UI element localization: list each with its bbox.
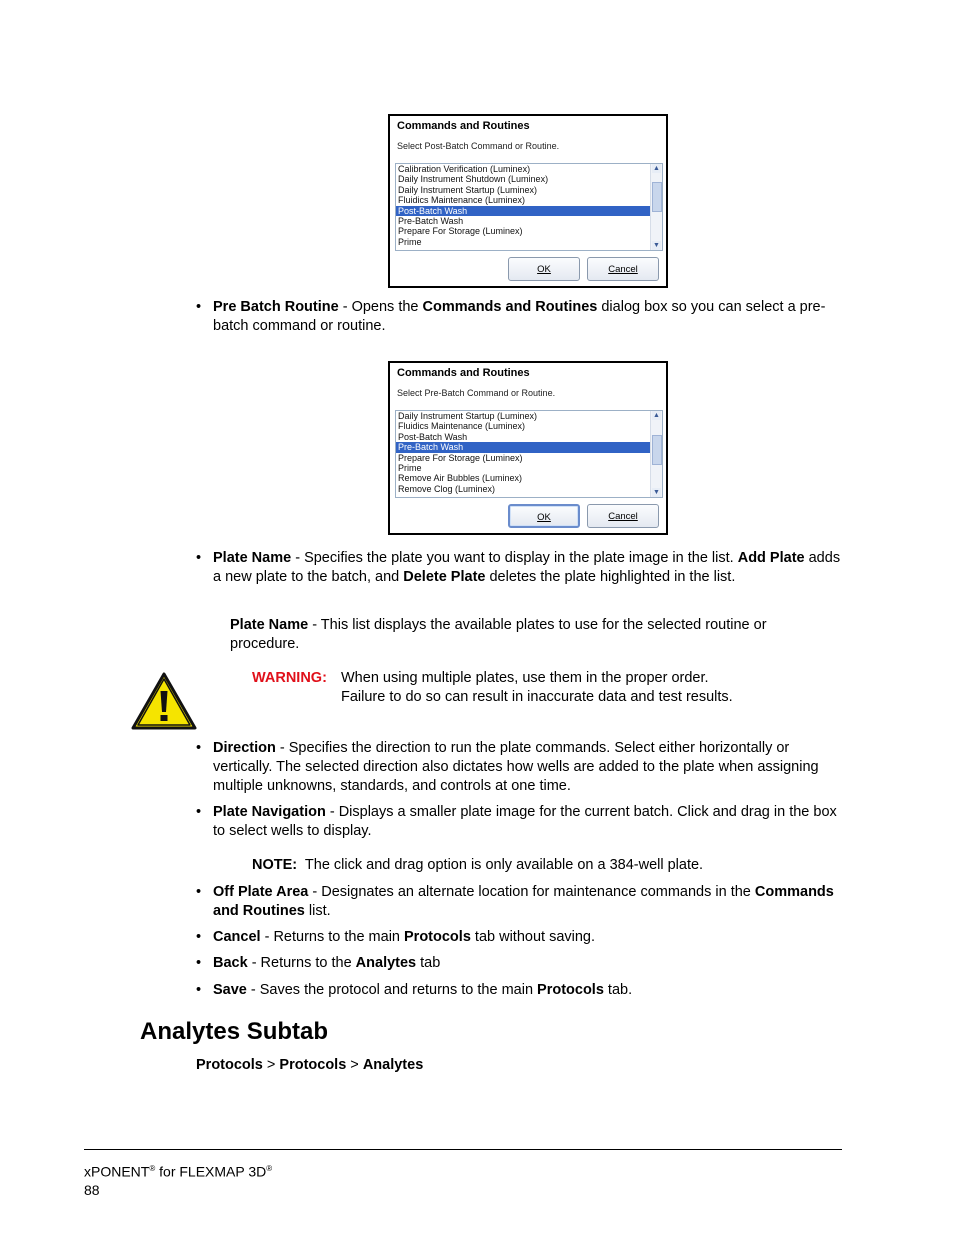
warning-text: Failure to do so can result in inaccurate data and test results. bbox=[341, 689, 733, 705]
text: - This list displays the available plates to use for the selected routine or procedure. bbox=[230, 617, 767, 652]
term: Analytes bbox=[355, 955, 417, 971]
term: Plate Navigation bbox=[213, 804, 326, 820]
list-item[interactable]: Post-Batch Wash bbox=[396, 206, 652, 216]
text: - Opens the bbox=[338, 299, 423, 315]
text: tab bbox=[416, 955, 441, 971]
breadcrumb-separator: > bbox=[346, 1057, 363, 1073]
list-item[interactable]: Remove Clog (Luminex) bbox=[398, 483, 496, 494]
list-item[interactable]: Post-Batch Wash bbox=[398, 431, 468, 442]
list-item[interactable]: Calibration Verification (Luminex) bbox=[398, 164, 531, 174]
text: dialog box so you can select a pre-batch command or routine. bbox=[213, 299, 826, 334]
term: Plate Name bbox=[213, 550, 292, 566]
scroll-thumb[interactable] bbox=[652, 435, 662, 465]
text: - Specifies the plate you want to display in the plate image in the list. bbox=[291, 550, 738, 566]
routine-list-items bbox=[396, 411, 662, 494]
text: - Saves the protocol and returns to the main bbox=[246, 982, 538, 998]
note-text: The click and drag option is only available on a 384-well plate. bbox=[304, 857, 704, 873]
cancel-button[interactable] bbox=[587, 504, 659, 528]
list-item[interactable]: Pre-Batch Wash bbox=[396, 442, 652, 452]
dialog-pre-batch bbox=[388, 361, 668, 535]
warning-text: When using multiple plates, use them in the proper order. bbox=[341, 670, 709, 686]
text: list. bbox=[304, 903, 331, 919]
term: Add Plate bbox=[737, 550, 805, 566]
page-number: 88 bbox=[84, 1181, 100, 1198]
scroll-thumb[interactable] bbox=[652, 182, 662, 212]
breadcrumb-item: Analytes bbox=[362, 1057, 424, 1073]
scroll-down-icon[interactable]: ▼ bbox=[653, 489, 660, 496]
scroll-down-icon[interactable]: ▼ bbox=[653, 242, 660, 249]
cancel-button[interactable] bbox=[587, 257, 659, 281]
breadcrumb-item: Protocols bbox=[196, 1057, 263, 1073]
list-item[interactable]: Prepare For Storage (Luminex) bbox=[398, 226, 523, 237]
term: Protocols bbox=[537, 982, 604, 998]
cancel-label: Cancel bbox=[608, 264, 638, 275]
bullet-direction bbox=[213, 739, 843, 796]
scrollbar[interactable] bbox=[650, 164, 662, 250]
scroll-up-icon[interactable]: ▲ bbox=[653, 412, 660, 419]
term: Pre Batch Routine bbox=[213, 299, 339, 315]
dialog-subtitle: Select Post-Batch Command or Routine. bbox=[397, 141, 560, 151]
term: Delete Plate bbox=[403, 569, 486, 585]
breadcrumb bbox=[196, 1056, 423, 1075]
list-item[interactable]: Daily Instrument Startup (Luminex) bbox=[398, 184, 538, 195]
scrollbar[interactable] bbox=[650, 411, 662, 497]
routine-list-items bbox=[396, 164, 662, 247]
ok-button[interactable] bbox=[508, 504, 580, 528]
bullet-cancel bbox=[213, 928, 843, 947]
cancel-label: Cancel bbox=[608, 511, 638, 522]
term: Off Plate Area bbox=[213, 884, 309, 900]
term: Plate Name bbox=[230, 617, 309, 633]
dialog-title: Commands and Routines bbox=[397, 367, 530, 379]
bullet-save bbox=[213, 981, 843, 1000]
footer-product-text: for FLEXMAP 3D bbox=[155, 1163, 267, 1180]
ok-label: OK bbox=[537, 264, 551, 275]
section-heading: Analytes Subtab bbox=[140, 1018, 329, 1045]
footer bbox=[84, 1160, 272, 1199]
scroll-up-icon[interactable]: ▲ bbox=[653, 165, 660, 172]
term: Commands and Routines bbox=[422, 299, 598, 315]
bullet-pre-batch-routine bbox=[213, 298, 843, 336]
list-item[interactable]: Prime bbox=[398, 462, 422, 473]
text: - Specifies the direction to run the plate commands. Select either horizontally or vertically. The selected direction also dictates how wells are added to the plate when assigning multiple unknowns, standards, and controls at one time. bbox=[213, 740, 819, 794]
list-item[interactable]: Daily Instrument Startup (Luminex) bbox=[398, 411, 538, 421]
registered-mark: ® bbox=[266, 1164, 273, 1173]
text: deletes the plate highlighted in the list. bbox=[485, 569, 736, 585]
ok-button[interactable] bbox=[508, 257, 580, 281]
breadcrumb-item: Protocols bbox=[279, 1057, 347, 1073]
term: Commands and Routines bbox=[213, 884, 834, 919]
list-item[interactable]: Prime bbox=[398, 236, 422, 247]
term: Save bbox=[213, 982, 247, 998]
bullet-plate-navigation bbox=[213, 803, 843, 841]
text: - Returns to the bbox=[247, 955, 356, 971]
footer-rule bbox=[84, 1149, 842, 1150]
dialog-post-batch bbox=[388, 114, 668, 288]
list-item[interactable]: Prepare For Storage (Luminex) bbox=[398, 452, 523, 463]
ok-label: OK bbox=[537, 512, 551, 523]
bullet-plate-name bbox=[213, 549, 843, 587]
text: - Displays a smaller plate image for the current batch. Click and drag in the box to select wells to display. bbox=[213, 804, 837, 839]
breadcrumb-separator: > bbox=[262, 1057, 280, 1073]
note-block bbox=[252, 856, 812, 875]
footer-product: xPONENT bbox=[84, 1163, 150, 1180]
dialog-subtitle: Select Pre-Batch Command or Routine. bbox=[397, 388, 556, 398]
text: - Returns to the main bbox=[260, 929, 405, 945]
bullet-off-plate-area bbox=[213, 883, 843, 921]
text: tab without saving. bbox=[470, 929, 596, 945]
term: Cancel bbox=[213, 929, 261, 945]
term: Protocols bbox=[404, 929, 471, 945]
term: Direction bbox=[213, 740, 276, 756]
list-item[interactable]: Fluidics Maintenance (Luminex) bbox=[398, 195, 526, 206]
warning-label: WARNING: bbox=[252, 670, 327, 686]
note-label: NOTE: bbox=[252, 857, 298, 873]
list-item[interactable]: Remove Air Bubbles (Luminex) bbox=[398, 473, 523, 484]
registered-mark: ® bbox=[149, 1164, 156, 1173]
text: adds a new plate to the batch, and bbox=[213, 550, 841, 585]
term: Back bbox=[213, 955, 248, 971]
bullet-back bbox=[213, 954, 843, 973]
routine-list[interactable] bbox=[395, 410, 663, 498]
plate-name-subitem bbox=[230, 616, 830, 654]
text: - Designates an alternate location for maintenance commands in the bbox=[308, 884, 755, 900]
dialog-title: Commands and Routines bbox=[397, 120, 530, 132]
warning-block bbox=[252, 669, 812, 707]
routine-list[interactable] bbox=[395, 163, 663, 251]
list-item[interactable]: Fluidics Maintenance (Luminex) bbox=[398, 421, 526, 432]
list-item[interactable]: Pre-Batch Wash bbox=[398, 215, 464, 226]
list-item[interactable]: Daily Instrument Shutdown (Luminex) bbox=[398, 174, 549, 185]
text: tab. bbox=[603, 982, 633, 998]
warning-icon bbox=[130, 671, 198, 731]
